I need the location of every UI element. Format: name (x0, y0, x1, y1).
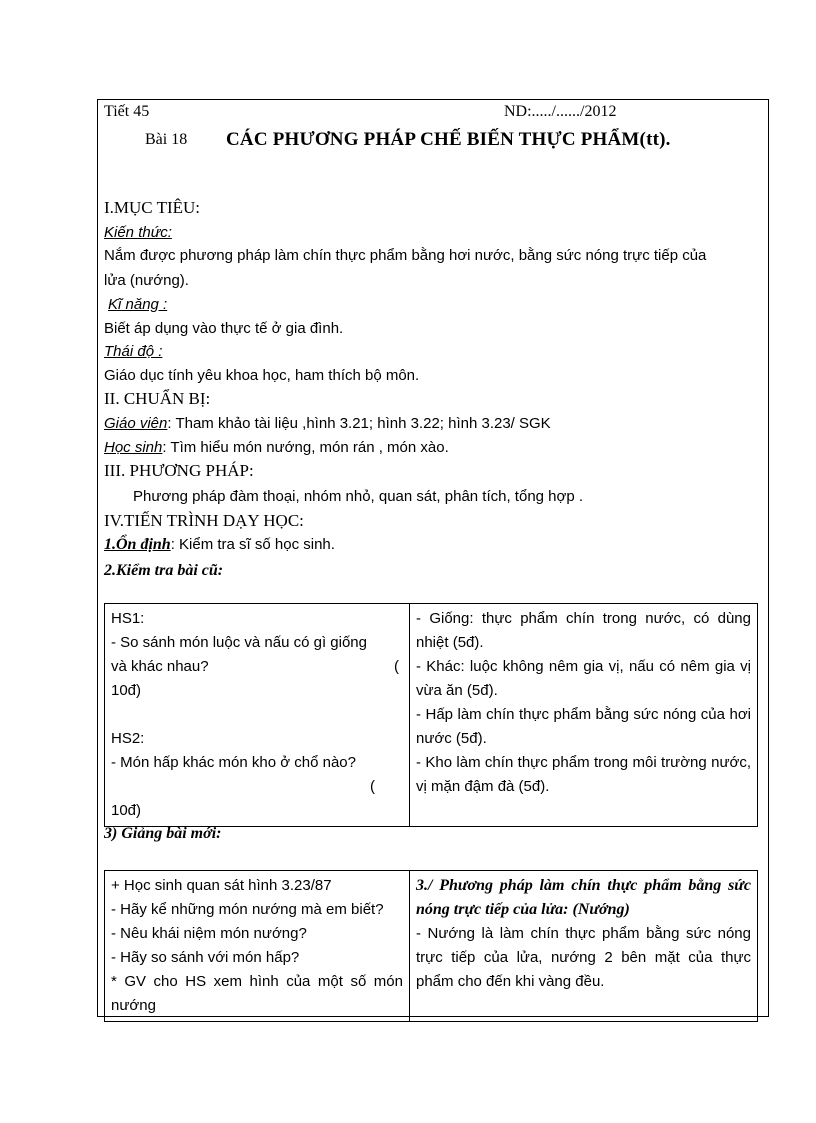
preparation-heading: II. CHUẨN BỊ: (104, 389, 211, 408)
q1-points: 10đ) (111, 682, 142, 699)
step1-text: : Kiểm tra sĩ số học sinh. (170, 536, 335, 553)
teacher-label: Giáo viên (104, 415, 168, 432)
lesson-content-cell (410, 871, 758, 1022)
hs2-label: HS2: (111, 730, 145, 747)
table-row (105, 604, 758, 827)
step3-label: 3) Giảng bài mới: (104, 825, 222, 842)
attitude-text: Giáo dục tính yêu khoa học, ham thích bộ môn. (104, 367, 420, 384)
student-line (104, 439, 449, 456)
activity-5: * GV cho HS xem hình của một số món nướng (111, 973, 403, 1014)
lesson-label: Bài 18 (145, 131, 188, 148)
hs1-label: HS1: (111, 610, 145, 627)
answer-2: - Khác: luộc không nêm gia vị, nấu có nêm gia vị vừa ăn (5đ). (416, 658, 751, 699)
teacher-line (104, 415, 551, 432)
answer-4: - Kho làm chín thực phẩm trong môi trường nước, vị mặn đậm đà (5đ). (416, 754, 751, 795)
activity-4: - Hãy so sánh với món hấp? (111, 949, 300, 966)
spacer (111, 703, 403, 727)
review-questions-cell (105, 604, 410, 827)
knowledge-text-line1: Nắm được phương pháp làm chín thực phẩm bằng hơi nước, bằng sức nóng trực tiếp của (104, 247, 707, 264)
objectives-heading: I.MỤC TIÊU: (104, 198, 201, 217)
activity-3: - Nêu khái niệm món nướng? (111, 925, 307, 942)
answer-3: - Hấp làm chín thực phẩm bằng sức nóng của hơi nước (5đ). (416, 706, 751, 747)
student-label: Học sinh (104, 439, 163, 456)
skills-text: Biết áp dụng vào thực tế ở gia đình. (104, 320, 344, 337)
review-answers-cell (410, 604, 758, 827)
method-heading: III. PHƯƠNG PHÁP: (104, 461, 254, 480)
table-row (105, 871, 758, 1022)
grilling-text: - Nướng là làm chín thực phẩm bằng sức nóng trực tiếp của lửa, nướng 2 bên mặt của thực phẩm cho đến khi vàng đều. (416, 925, 751, 990)
process-heading: IV.TIẾN TRÌNH DẠY HỌC: (104, 511, 304, 530)
teaching-date: ND:...../....../2012 (504, 103, 617, 120)
activity-2: - Hãy kể những món nướng mà em biết? (111, 901, 384, 918)
q1-paren: ( (394, 658, 399, 675)
method-text: Phương pháp đàm thoại, nhóm nhỏ, quan sát, phân tích, tổng hợp . (133, 488, 584, 505)
knowledge-text-line2: lửa (nướng). (104, 272, 189, 289)
q2-points: 10đ) (111, 802, 142, 819)
lesson-number: Tiết 45 (104, 103, 150, 120)
step2-label: 2.Kiểm tra bài cũ: (104, 562, 224, 579)
grilling-heading: 3./ Phương pháp làm chín thực phẩm bằng sức nóng trực tiếp của lửa: (Nướng) (416, 877, 751, 918)
step1-line (104, 536, 335, 554)
lesson-activities-cell (105, 871, 410, 1022)
activity-1: + Học sinh quan sát hình 3.23/87 (111, 877, 332, 894)
teacher-text: : Tham khảo tài liệu ,hình 3.21; hình 3.22; hình 3.23/ SGK (167, 415, 551, 432)
knowledge-label: Kiến thức: (104, 224, 172, 241)
lesson-table (104, 870, 758, 1022)
q1-line2-row (111, 655, 403, 679)
student-text: : Tìm hiểu món nướng, món rán , món xào. (162, 439, 449, 456)
step1-label: 1.Ổn định (104, 536, 171, 553)
skills-label: Kĩ năng : (108, 296, 168, 313)
q1-line1: - So sánh món luộc và nấu có gì giống (111, 634, 367, 651)
page-title: CÁC PHƯƠNG PHÁP CHẾ BIẾN THỰC PHẨM(tt). (226, 129, 671, 150)
q2-paren: ( (370, 778, 375, 795)
review-table (104, 603, 758, 827)
answer-1: - Giống: thực phẩm chín trong nước, có dùng nhiệt (5đ). (416, 610, 751, 651)
attitude-label: Thái độ : (104, 343, 163, 360)
q2-line1: - Món hấp khác món kho ở chổ nào? (111, 754, 356, 771)
q1-line2: và khác nhau? (111, 658, 209, 675)
